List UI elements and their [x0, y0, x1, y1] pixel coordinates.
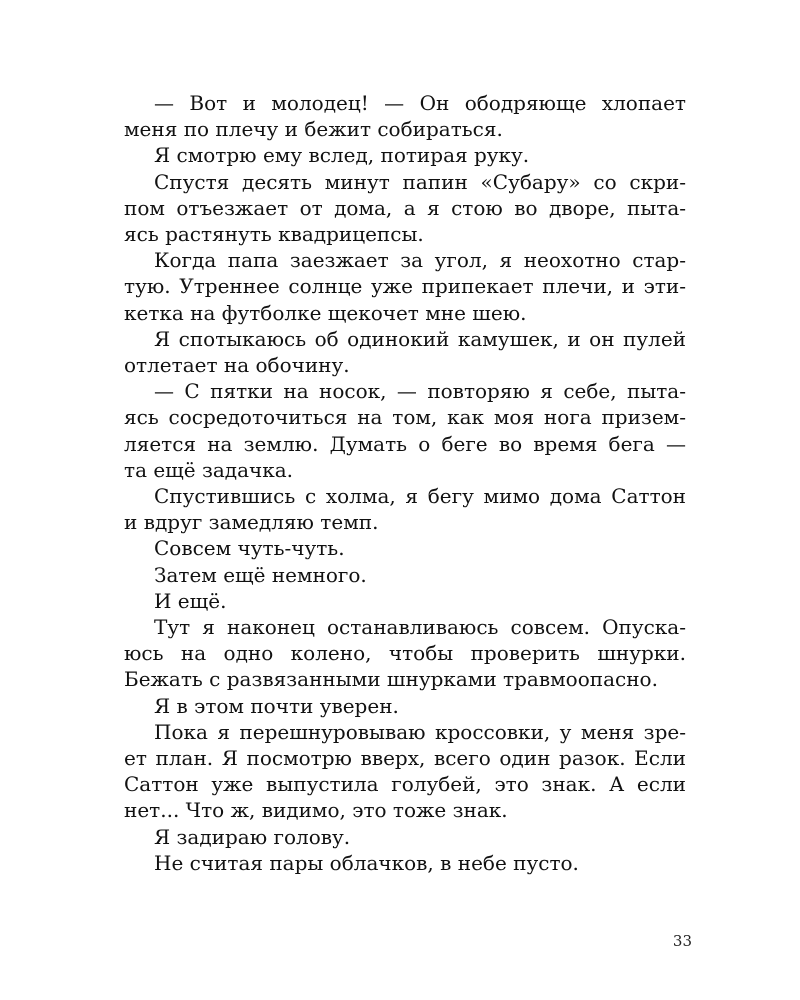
text-line: отлетает на обочину. [124, 353, 350, 378]
text-line: Совсем чуть-чуть. [154, 536, 345, 561]
text-line: Я в этом почти уверен. [154, 693, 399, 718]
text-line: кетка на футболке щекочет мне шею. [124, 300, 527, 325]
paragraph [124, 693, 686, 719]
text-line: Саттон уже выпустила голубей, это знак. А если [124, 772, 686, 797]
text-line: Когда папа заезжает за угол, я неохотно стар- [154, 248, 686, 273]
text-line: Я задираю голову. [154, 824, 351, 849]
paragraph [124, 562, 686, 588]
text-line: Бежать с развязанными шнурками травмоопасно. [124, 667, 658, 692]
text-line: ясь сосредоточиться на том, как моя нога призем- [124, 405, 686, 430]
text-line: — Вот и молодец! — Он ободряюще хлопает [154, 91, 686, 115]
text-line: и вдруг замедляю темп. [124, 510, 379, 535]
text-line: Я смотрю ему вслед, потирая руку. [154, 143, 530, 168]
text-line: ет план. Я посмотрю вверх, всего один разок. Если [124, 746, 686, 771]
text-line: Не считая пары облачков, в небе пусто. [154, 850, 579, 875]
paragraph [124, 378, 686, 483]
text-line: Затем ещё немного. [154, 562, 367, 587]
paragraph [124, 90, 686, 142]
paragraph [124, 169, 686, 248]
text-line: Спустившись с холма, я бегу мимо дома Саттон [154, 484, 686, 509]
text-line: Я спотыкаюсь об одинокий камушек, и он пулей [154, 326, 686, 351]
text-line: Пока я перешнуровываю кроссовки, у меня зре- [154, 719, 686, 744]
paragraph [124, 483, 686, 535]
paragraph [124, 719, 686, 824]
paragraph [124, 247, 686, 326]
paragraph [124, 326, 686, 378]
text-line: ясь растянуть квадрицепсы. [124, 222, 424, 247]
paragraph [124, 535, 686, 561]
body-text [124, 90, 686, 876]
text-line: тую. Утреннее солнце уже припекает плечи, и эти- [124, 274, 686, 299]
text-line: пом отъезжает от дома, а я стою во дворе, пыта- [124, 195, 686, 220]
text-line: нет... Что ж, видимо, это тоже знак. [124, 798, 508, 823]
text-line: юсь на одно колено, чтобы проверить шнурки. [124, 641, 686, 666]
text-line: меня по плечу и бежит собираться. [124, 117, 503, 142]
paragraph [124, 824, 686, 850]
paragraph [124, 588, 686, 614]
text-line: ляется на землю. Думать о беге во время бега — [124, 431, 686, 456]
text-line: Тут я наконец останавливаюсь совсем. Опуска- [154, 615, 686, 640]
text-line: та ещё задачка. [124, 457, 294, 482]
text-line: — С пятки на носок, — повторяю я себе, пыта- [154, 379, 686, 404]
page-number: 33 [672, 932, 692, 950]
paragraph [124, 142, 686, 168]
text-line: И ещё. [154, 588, 227, 613]
paragraph [124, 614, 686, 693]
paragraph [124, 850, 686, 876]
text-line: Спустя десять минут папин «Субару» со скри- [154, 169, 686, 194]
